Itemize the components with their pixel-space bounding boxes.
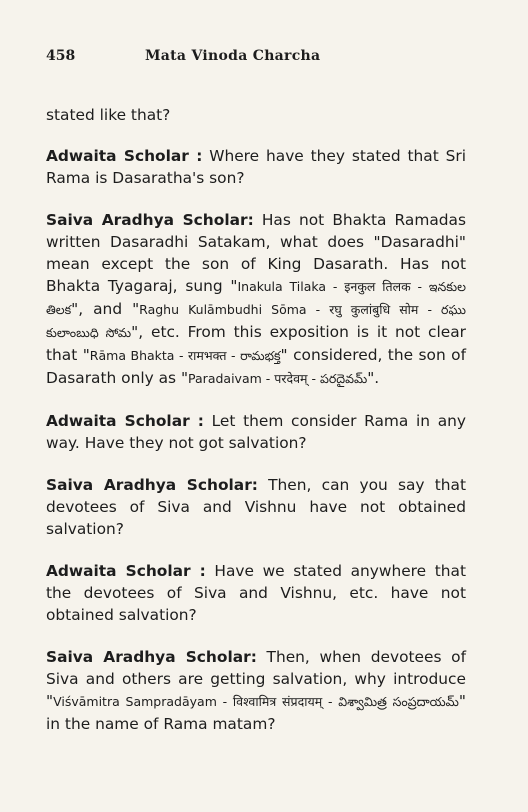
paragraph-text: Has not Bhakta Ramadas written Dasaradhi Satakam, what does "Dasaradhi" mean except the son of King Dasarath. Has not Bhakta Tyagaraj, sung " (46, 211, 466, 295)
speaker-label: Saiva Aradhya Scholar: (46, 648, 257, 666)
running-title: Mata Vinoda Charcha (145, 48, 321, 64)
paragraph-text: " considered, the son of Dasarath only as " (46, 346, 466, 387)
paragraph-text: Let them consider Rama in any way. Have they not got salvation? (46, 412, 466, 452)
body-text (46, 104, 466, 755)
paragraph-text: Then, when devotees of Siva and others are getting salvation, why introduce " (46, 648, 466, 710)
paragraph-text: Have we stated anywhere that the devotees of Siva and Vishnu, etc. have not obtained salvation? (46, 562, 466, 624)
transliteration-quote: Inakula Tilaka - इनकुल तिलक - ఇనకుల తిలక (46, 279, 466, 317)
paragraph-text: ", etc. From this exposition is it not clear that " (46, 323, 466, 364)
dialogue-paragraph (46, 474, 466, 540)
speaker-label: Adwaita Scholar : (46, 147, 203, 165)
dialogue-paragraph (46, 560, 466, 626)
page-number: 458 (46, 48, 76, 64)
dialogue-paragraph (46, 410, 466, 454)
transliteration-quote: Paradaivam - परदेवम् - పరదైవమ్ (188, 371, 368, 386)
speaker-label: Adwaita Scholar : (46, 412, 204, 430)
transliteration-quote: Rāma Bhakta - रामभक्त - రామభక్త (89, 348, 281, 363)
paragraph-text: Then, can you say that devotees of Siva and Vishnu have not obtained salvation? (46, 476, 466, 538)
paragraph-text: ", and " (71, 300, 140, 318)
transliteration-quote: Viśvāmitra Sampradāyam - विश्वामित्र संप्रदायम् - విశ్వామిత్ర సంప్రదాయమ్ (53, 694, 459, 709)
speaker-label: Adwaita Scholar : (46, 562, 206, 580)
paragraph-text: " in the name of Rama matam? (46, 692, 466, 733)
paragraph-text: ". (367, 369, 380, 387)
paragraph-continuation (46, 104, 466, 126)
paragraph-text: Where have they stated that Sri Rama is Dasaratha's son? (46, 147, 466, 187)
dialogue-paragraph (46, 646, 466, 735)
dialogue-paragraph (46, 145, 466, 189)
dialogue-paragraph (46, 209, 466, 390)
transliteration-quote: Raghu Kulāmbudhi Sōma - रघु कुलांबुधि सोम - రఘు కులాంబుధి సోమ (46, 302, 466, 340)
page-header (46, 48, 486, 68)
speaker-label: Saiva Aradhya Scholar: (46, 211, 254, 229)
speaker-label: Saiva Aradhya Scholar: (46, 476, 258, 494)
paragraph-text: stated like that? (46, 106, 171, 124)
